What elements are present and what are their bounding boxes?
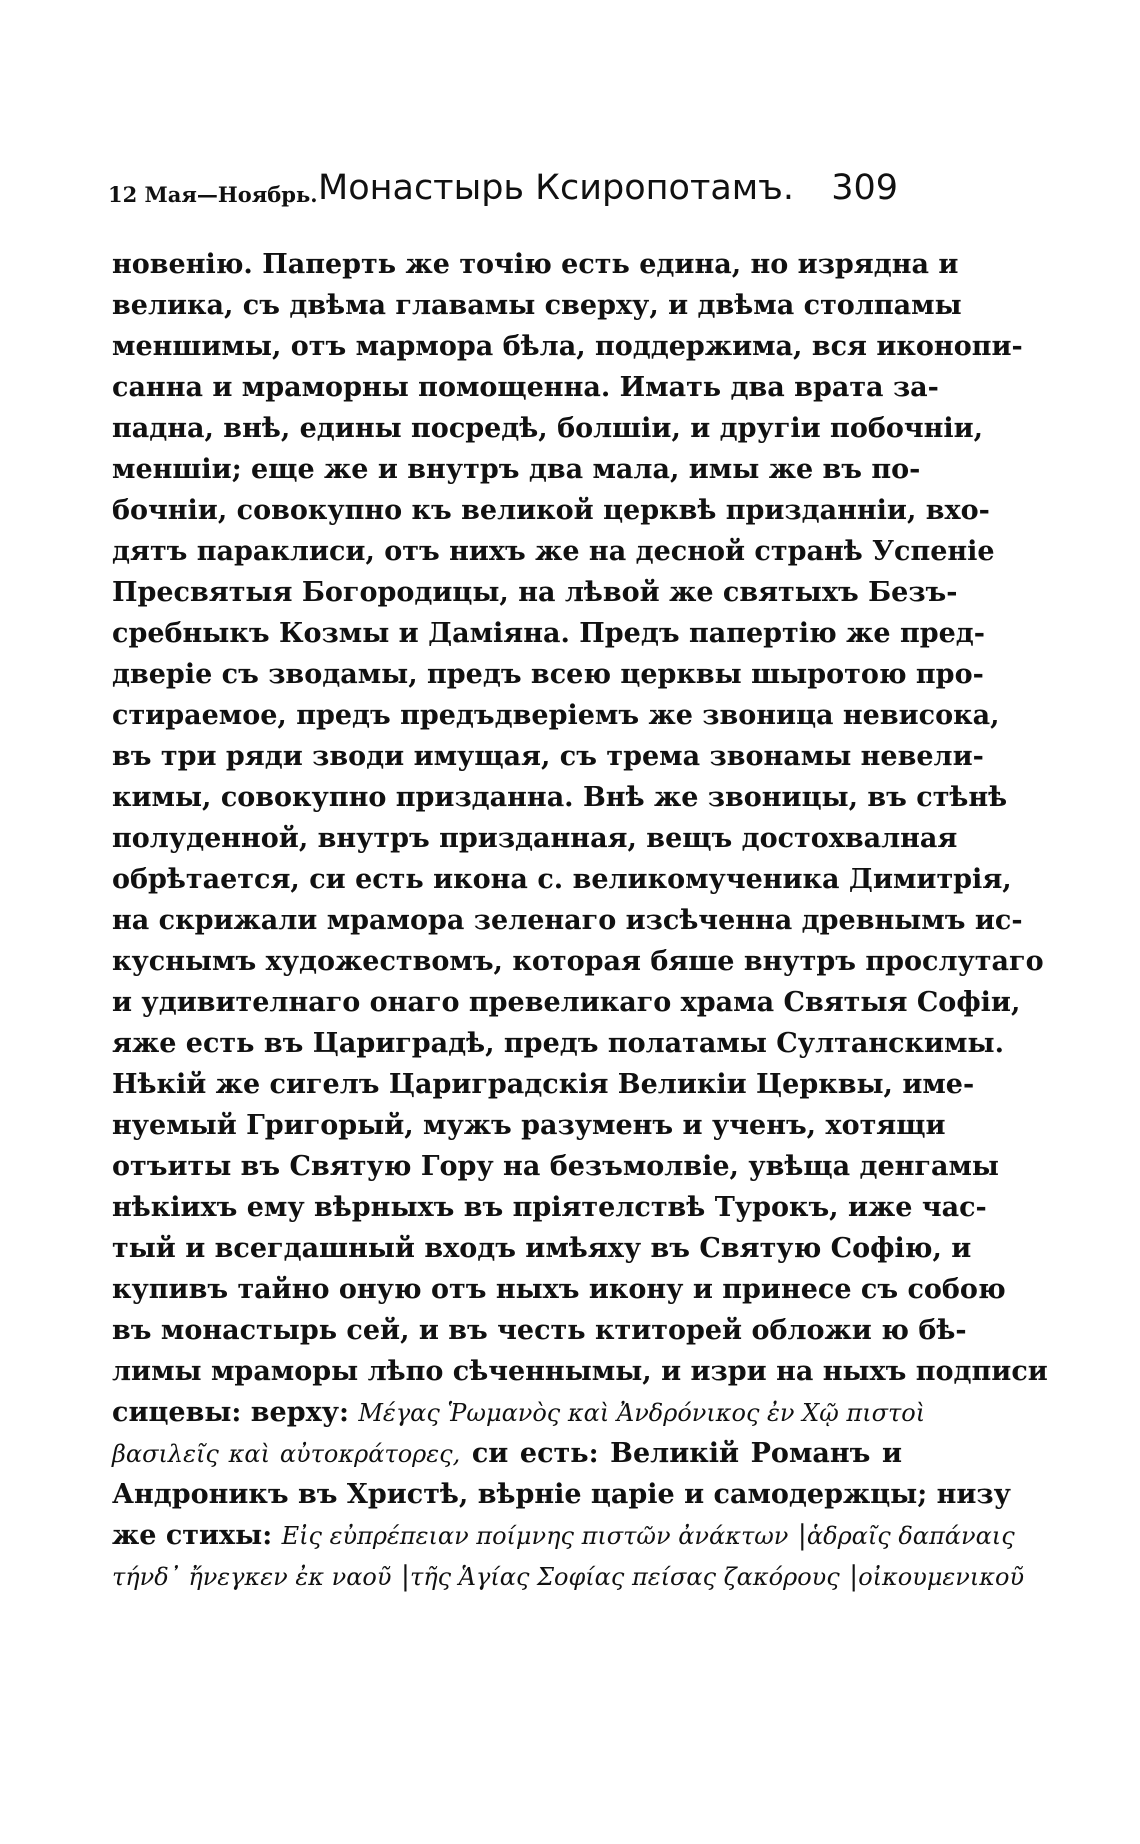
text-line: бочніи, совокупно къ великой церквѣ призданніи, вхо- <box>112 495 990 526</box>
verse-divider: | <box>849 1561 859 1592</box>
body-text <box>112 244 1048 1597</box>
text-line: Андроникъ въ Христѣ, вѣрніе царіе и самодержцы; низу <box>112 1479 1011 1510</box>
text-line: на скрижали мрамора зеленаго изсѣченна древнымъ ис- <box>112 905 1023 936</box>
greek-verse: τήνδ᾽ ἤνεγκεν ἐκ ναοῦ <box>112 1563 392 1591</box>
text-line: сребныкъ Козмы и Даміяна. Предъ папертію же пред- <box>112 618 985 649</box>
text-line: обрѣтается, си есть икона с. великомученика Димитрія, <box>112 864 1012 895</box>
text-line: въ три ряди зводи имущая, съ трема звонамы невели- <box>112 741 984 772</box>
text-line: дверіе съ зводамы, предъ всею церквы шыротою про- <box>112 659 984 690</box>
text-line: въ монастырь сей, и въ честь ктиторей обложи ю бѣ- <box>112 1315 967 1346</box>
text-line: яже есть въ Цариградѣ, предъ полатамы Султанскимы. <box>112 1028 1004 1059</box>
text-fragment: си есть: Великій Романъ и <box>471 1438 903 1469</box>
greek-inscription: βασιλεῖς καὶ αὐτοκράτορες, <box>112 1440 461 1468</box>
text-fragment: сицевы: верху: <box>112 1397 349 1428</box>
page-number: 309 <box>831 168 898 208</box>
text-line: нѣкіихъ ему вѣрныхъ въ пріятелствѣ Турокъ, иже час- <box>112 1192 987 1223</box>
text-line: нуемый Григорый, мужъ разуменъ и ученъ, хотящи <box>112 1110 946 1141</box>
greek-verse: ἁδραῖς δαπάναις <box>806 1522 1015 1550</box>
text-line: куснымъ художествомъ, которая бяше внутръ прослутаго <box>112 946 1044 977</box>
text-line: тый и всегдашный входъ имѣяху въ Святую Софію, и <box>112 1233 972 1264</box>
text-line: дятъ параклиси, отъ нихъ же на десной странѣ Успеніе <box>112 536 995 567</box>
text-line: полуденной, внутръ призданная, вещъ достохвалная <box>112 823 958 854</box>
greek-inscription: Μέγας Ῥωμανὸς καὶ Ἀνδρόνικος ἐν Χῷ πιστοὶ <box>358 1399 926 1427</box>
text-line: кимы, совокупно призданна. Внѣ же звоницы, въ стѣнѣ <box>112 782 1008 813</box>
text-line-mixed <box>112 1433 902 1474</box>
header-dates: 12 Мая—Ноябрь. <box>108 182 318 207</box>
text-line: Пресвятыя Богородицы, на лѣвой же святыхъ Безъ- <box>112 577 958 608</box>
greek-verse: οἰκουμενικοῦ <box>858 1563 1025 1591</box>
text-line-mixed <box>112 1556 1025 1597</box>
text-line: купивъ тайно оную отъ ныхъ икону и принесе съ собою <box>112 1274 1006 1305</box>
text-line: меншимы, отъ мармора бѣла, поддержима, вся иконопи- <box>112 331 1023 362</box>
header-title: Монастырь Ксиропотамъ. <box>318 168 795 208</box>
text-line: велика, съ двѣма главамы сверху, и двѣма столпамы <box>112 290 962 321</box>
verse-divider: | <box>797 1520 807 1551</box>
text-fragment: же стихы: <box>112 1520 273 1551</box>
text-line: Нѣкій же сигелъ Цариградскія Великіи Церквы, име- <box>112 1069 975 1100</box>
text-line: падна, внѣ, едины посредѣ, болшіи, и другіи побочніи, <box>112 413 984 444</box>
text-line: стираемое, предъ предъдверіемъ же звоница невисока, <box>112 700 1000 731</box>
greek-verse: Εἰς εὐπρέπειαν ποίμνης πιστῶν ἀνάκτων <box>281 1522 789 1550</box>
verse-divider: | <box>400 1561 410 1592</box>
text-line: меншіи; еще же и внутръ два мала, имы же въ по- <box>112 454 921 485</box>
text-line: санна и мраморны помощенна. Имать два врата за- <box>112 372 939 403</box>
text-line: и удивителнаго онаго превеликаго храма Святыя Софіи, <box>112 987 1021 1018</box>
text-line: отъиты въ Святую Гору на безъмолвіе, увѣща денгамы <box>112 1151 999 1182</box>
greek-verse: τῆς Ἁγίας Σοφίας πείσας ζακόρους <box>409 1563 840 1591</box>
text-line: лимы мраморы лѣпо сѣченнымы, и изри на ныхъ подписи <box>112 1356 1048 1387</box>
text-line: новенію. Паперть же точію есть едина, но изрядна и <box>112 249 959 280</box>
text-line-mixed <box>112 1515 1015 1556</box>
text-line-mixed <box>112 1392 926 1433</box>
running-header <box>108 168 908 212</box>
